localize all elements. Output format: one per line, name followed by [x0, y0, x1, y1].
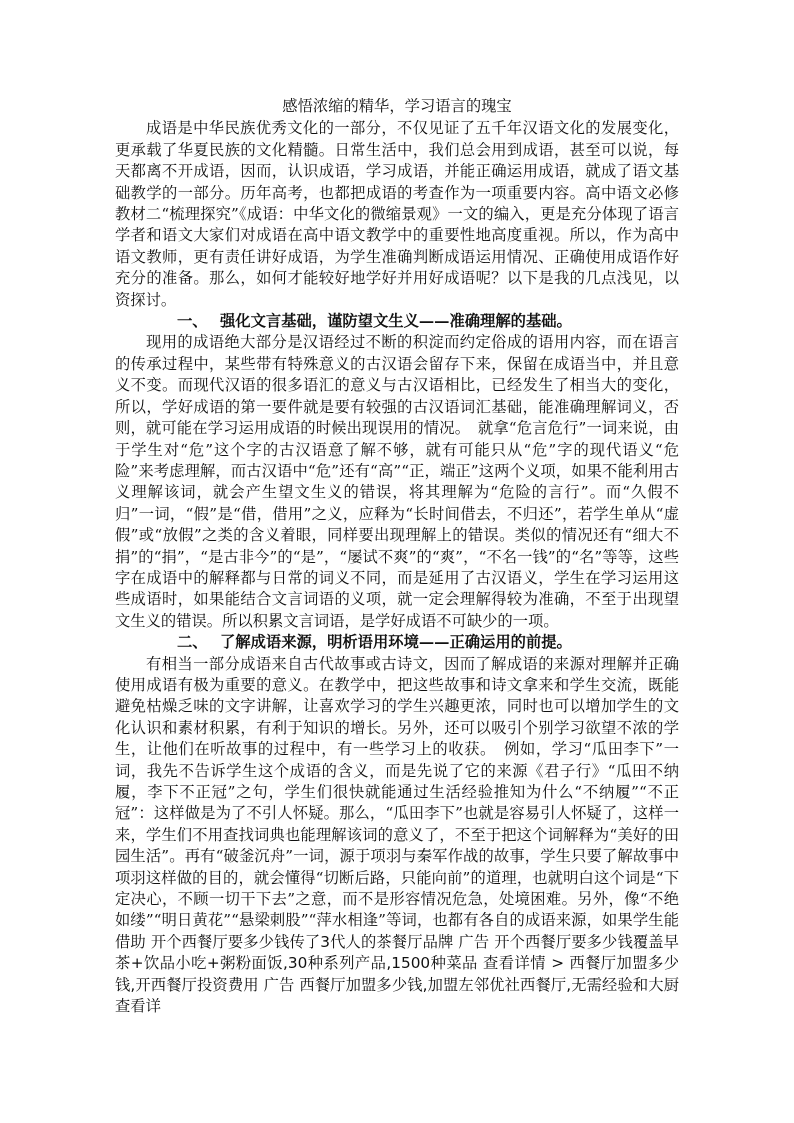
section-title-1: 强化文言基础，谨防望文生义——准确理解的基础。	[220, 312, 572, 331]
document-title: 感悟浓缩的精华，学习语言的瑰宝	[282, 97, 512, 115]
section-number-1: 一、	[177, 312, 208, 331]
embedded-ad-text[interactable]: 开个西餐厅要多少钱传了3代人的茶餐厅品牌 广告 开个西餐厅要多少钱覆盖早茶+饮品小吃+粥粉面饭,30种系列产品,1500种菜品 查看详情 > 西餐厅加盟多少钱,开西餐厅投资费用 广告 西餐厅加盟多少钱,加盟左邻优社西餐厅,无需经验和大厨 查看详	[115, 932, 679, 1016]
intro-paragraph: 成语是中华民族优秀文化的一部分，不仅见证了五千年汉语文化的发展变化，更承载了华夏民族的文化精髓。日常生活中，我们总会用到成语，甚至可以说，每天都离不开成语，因而，认识成语，学习成语，并能正确运用成语，就成了语文基础教学的一部分。历年高考，也都把成语的考查作为一项重要内容。高中语文必修教材二“梳理探究”《成语：中华文化的微缩景观》一文的编入，更是充分体现了语言学者和语文大家们对成语在高中语文教学中的重要性地高度重视。所以，作为高中语文教师，更有责任讲好成语，为学生准确判断成语运用情况、正确使用成语作好充分的准备。那么，如何才能较好地学好并用好成语呢？以下是我的几点浅见，以资探讨。	[115, 119, 679, 309]
section-body-1: 现用的成语绝大部分是汉语经过不断的积淀而约定俗成的语用内容，而在语言的传承过程中，某些带有特殊意义的古汉语会留存下来，保留在成语当中，并且意义不变。而现代汉语的很多语汇的意义与古汉语相比，已经发生了相当大的变化，所以，学好成语的第一要件就是要有较强的古汉语词汇基础，能准确理解词义，否则，就可能在学习运用成语的时候出现误用的情况。 就拿“危言危行”一词来说，由于学生对“危”这个字的古汉语意了解不够，就有可能只从“危”字的现代语义“危险”来考虑理解，而古汉语中“危”还有“高”“正，端正”这两个义项，如果不能利用古义理解该词，就会产生望文生义的错误，将其理解为“危险的言行”。而“久假不归”一词，“假”是“借，借用”之义，应释为“长时间借去，不归还”，若学生单从“虚假”或“放假”之类的含义着眼，同样要出现理解上的错误。类似的情况还有“细大不捐”的“捐”，“是古非今”的“是”，“屡试不爽”的“爽”，“不名一钱”的“名”等等，这些字在成语中的解释都与日常的词义不同，而是延用了古汉语义，学生在学习运用这些成语时，如果能结合文言词语的义项，就一定会理解得较为准确，不至于出现望文生义的错误。所以积累文言词语，是学好成语不可缺少的一项。	[115, 333, 679, 630]
section-number-2: 二、	[177, 633, 208, 652]
section-heading-1	[115, 311, 679, 332]
section-body-2	[115, 654, 679, 1018]
section-heading-2	[115, 632, 679, 653]
section-title-2: 了解成语来源，明析语用环境——正确运用的前提。	[220, 633, 572, 652]
section-body-2-text: 有相当一部分成语来自古代故事或古诗文，因而了解成语的来源对理解并正确使用成语有极为重要的意义。在教学中，把这些故事和诗文拿来和学生交流，既能避免枯燥乏味的文字讲解，让喜欢学习的学生兴趣更浓，同时也可以增加学生的文化认识和素材积累，有利于知识的增长。另外，还可以吸引个别学习欲望不浓的学生，让他们在听故事的过程中，有一些学习上的收获。 例如，学习“瓜田李下”一词，我先不告诉学生这个成语的含义，而是先说了它的来源《君子行》“瓜田不纳履，李下不正冠”之句，学生们很快就能通过生活经验推知为什么“不纳履”“不正冠”：这样做是为了不引人怀疑。那么，“瓜田李下”也就是容易引人怀疑了，这样一来，学生们不用查找词典也能理解该词的意义了，不至于把这个词解释为“美好的田园生活”。再有“破釜沉舟”一词，源于项羽与秦军作战的故事，学生只要了解故事中项羽这样做的目的，就会懂得“切断后路，只能向前”的道理，也就明白这个词是“下定决心，不顾一切干下去”之意，而不是形容情况危急，处境困难。另外，像“不绝如缕”“明日黄花”“悬梁刺股”“萍水相逢”等词，也都有各自的成语来源，如果学生能借助	[115, 654, 679, 951]
document-page	[115, 96, 679, 1017]
